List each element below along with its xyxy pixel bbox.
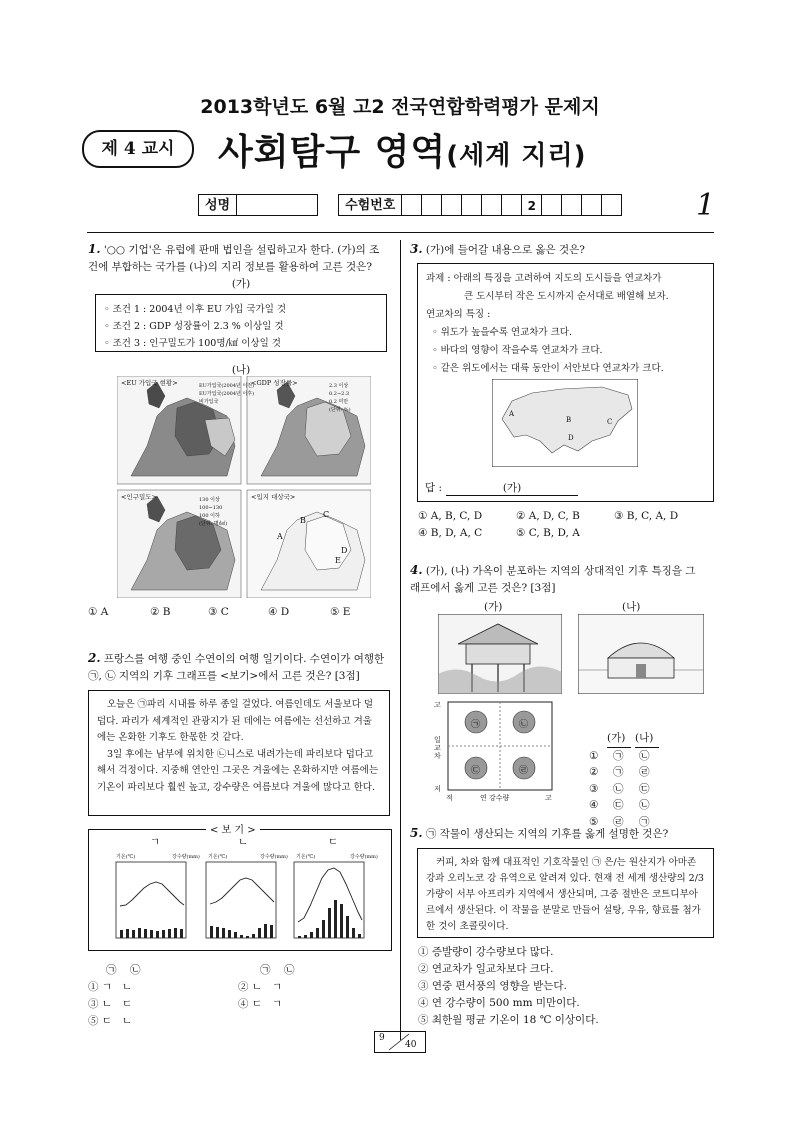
legend-item: 100 이하 — [199, 513, 220, 519]
q5-choices — [418, 944, 718, 1029]
map-city-b: B — [566, 416, 572, 424]
map-target-title: <입지 대상국> — [251, 493, 296, 501]
choice-cell: ㉡ — [639, 799, 650, 811]
choice[interactable] — [589, 748, 699, 765]
choice-number: ② — [589, 766, 599, 778]
climate-graphs — [110, 860, 378, 942]
q3-task-2: 큰 도시부터 작은 도시까지 순서대로 배열해 보자. — [464, 291, 669, 302]
q2-choices — [88, 962, 394, 1030]
map-letter-c: C — [323, 510, 330, 519]
session-badge: 제 4 교시 — [82, 130, 194, 168]
exam-top-title: 2013학년도 6월 고2 전국연합학력평가 문제지 — [200, 96, 600, 118]
legend-item: EU가입국(2004년 이전) — [199, 383, 255, 389]
q4-climate-plot — [434, 700, 556, 800]
choice[interactable]: ③ 연중 편서풍의 영향을 받는다. — [418, 980, 567, 992]
choice[interactable]: ① 증발량이 강수량보다 많다. — [418, 946, 554, 958]
q3-text: (가)에 들어갈 내용으로 옳은 것은? — [425, 244, 585, 256]
q1-ga-label: (가) — [231, 278, 251, 290]
q3-stem — [410, 241, 716, 259]
exam-no-digit: 2 — [522, 194, 542, 216]
choice[interactable]: ① A — [88, 606, 109, 618]
choice[interactable]: ④ D — [268, 606, 290, 618]
choice[interactable] — [589, 797, 699, 814]
choice[interactable]: ② B — [150, 606, 171, 618]
graph-label: ㄴ — [238, 836, 249, 848]
choice[interactable]: ③ C — [208, 606, 229, 618]
col-head: ㉠ — [260, 964, 271, 976]
choice[interactable]: ② 연교차가 일교차보다 크다. — [418, 963, 554, 975]
q2-text-2: ㉠, ㉡ 지역의 기후 그래프를 <보기>에서 고른 것은? [3점] — [88, 670, 360, 682]
exam-no-cell[interactable] — [502, 194, 522, 216]
legend-item: 0.2 미만 — [329, 399, 349, 405]
legend-eu — [199, 382, 254, 406]
choice-cell: ㉠ — [613, 766, 624, 778]
q2-number: 2. — [88, 651, 101, 665]
legend-gdp — [329, 382, 351, 414]
q3-feature-1: ◦ 위도가 높을수록 연교차가 크다. — [432, 327, 573, 338]
q3-answer-label: 답 : — [425, 482, 443, 494]
col-head: ㉡ — [130, 964, 141, 976]
eurasia-map — [492, 379, 638, 467]
q5-number: 5. — [410, 826, 423, 840]
choice[interactable]: ⑤ C, B, D, A — [516, 527, 580, 539]
map-letter-e: E — [335, 556, 341, 565]
exam-no-label: 수험번호 — [338, 194, 401, 216]
choice-cell: ㉣ — [613, 815, 624, 828]
footer-total: 40 — [405, 1040, 417, 1050]
choice-cell: ㉣ — [639, 766, 650, 778]
q1-condition-1: ◦ 조건 1 : 2004년 이후 EU 가입 국가일 것 — [104, 304, 287, 315]
exam-no-cell[interactable] — [401, 194, 422, 216]
map-density-title: <인구밀도> — [121, 493, 158, 501]
graph-axis-temp: 기온(℃) — [296, 854, 316, 860]
q5-stem — [410, 825, 716, 843]
choice-cell: ㉡ — [613, 782, 624, 795]
choice-cell: ㉡ — [639, 749, 650, 762]
map-gdp-title: <GDP 성장률> — [251, 379, 298, 387]
q3-feature-3: ◦ 같은 위도에서는 대륙 동안이 서안보다 연교차가 크다. — [432, 363, 664, 374]
q1-condition-2: ◦ 조건 2 : GDP 성장률이 2.3 % 이상일 것 — [104, 321, 284, 332]
choice[interactable] — [589, 781, 699, 798]
q1-condition-3: ◦ 조건 3 : 인구밀도가 100명/㎢ 이상일 것 — [104, 338, 281, 349]
legend-item: 0.2~2.3 — [329, 391, 350, 397]
choice[interactable]: ③ ㄴ ㄷ — [88, 998, 133, 1010]
axis-x-high: 고 — [545, 794, 552, 802]
graph-label: ㄷ — [328, 836, 339, 848]
col-head: ㉡ — [284, 964, 295, 976]
q2-paragraph-1: 오늘은 ㉠파리 시내를 하루 종일 걸었다. 여름인데도 서울보다 덜 덥다. 파리가 세계적인 관광지가 된 데에는 여름에는 선선하고 겨울에는 온화한 기후도 한몫한 것 같다. — [97, 699, 374, 743]
choice[interactable]: ⑤ 최한월 평균 기온이 18 ℃ 이상이다. — [418, 1014, 599, 1026]
exam-no-cell[interactable] — [562, 194, 582, 216]
q2-paragraph-2: 3일 후에는 남부에 위치한 ㉡니스로 내려가는데 파리보다 덥다고 해서 걱정이다. 지중해 연안인 그곳은 겨울에는 온화하지만 여름에는 기온이 파리보다 훨씬 높고, 강수량은 여름보다 겨울에 많다고 한다. — [97, 748, 379, 793]
point-label: ㉣ — [519, 766, 529, 776]
choice[interactable]: ⑤ E — [330, 606, 351, 618]
q1-number: 1. — [88, 242, 101, 256]
exam-no-cell[interactable] — [422, 194, 442, 216]
legend-item: (단위: 명/㎢) — [199, 521, 228, 527]
graph-axis-temp: 기온(℃) — [208, 854, 228, 860]
q2-stem — [88, 650, 394, 685]
header-rule — [87, 232, 714, 233]
choice-cell: ㉠ — [639, 815, 650, 828]
choice-number: ③ — [589, 782, 599, 795]
q4-choice-table — [589, 730, 699, 830]
legend-item: EU가입국(2004년 이후) — [199, 391, 255, 397]
yurt-image — [578, 614, 704, 694]
page-number: 1 — [696, 188, 716, 223]
graph-label: ㄱ — [150, 836, 161, 848]
q1-na-label: (나) — [231, 364, 251, 376]
exam-no-cell[interactable] — [462, 194, 482, 216]
subject-title — [218, 124, 587, 175]
map-city-a: A — [509, 410, 515, 418]
q3-task-1: 과제 : 아래의 특징을 고려하여 지도의 도시들을 연교차가 — [426, 273, 662, 284]
choice[interactable] — [589, 764, 699, 781]
q3-choices — [418, 508, 718, 542]
q1-text-2: 건에 부합하는 국가를 (나)의 지리 정보를 활용하여 고른 것은? — [88, 261, 372, 273]
exam-no-cell[interactable] — [482, 194, 502, 216]
axis-y-label: 일교차 — [434, 736, 441, 760]
q1-conditions-box — [95, 294, 387, 352]
stilt-house-image — [438, 614, 562, 694]
map-city-d: D — [568, 434, 574, 442]
axis-x-label: 연 강수량 — [480, 794, 510, 802]
table-head: (나) — [635, 730, 659, 748]
graph-axis-rain: 강수량(mm) — [260, 854, 288, 860]
name-field[interactable] — [236, 194, 318, 216]
exam-no-cell[interactable] — [442, 194, 462, 216]
map-city-c: C — [607, 418, 613, 426]
legend-item: 100~130 — [199, 505, 223, 511]
choice-number: ④ — [589, 799, 599, 811]
choice[interactable]: ② ㄴ ㄱ — [238, 981, 283, 993]
map-letter-d: D — [341, 546, 348, 555]
q2-bogi-title: < 보 기 > — [206, 821, 260, 836]
axis-x-low: 적 — [446, 794, 453, 802]
choice[interactable]: ① ㄱ ㄴ — [88, 981, 133, 993]
legend-item: (단위: %) — [329, 407, 351, 413]
q5-text: ㉠ 작물이 생산되는 지역의 기후를 옳게 설명한 것은? — [425, 828, 669, 840]
choice-cell: ㉠ — [613, 749, 624, 762]
choice-cell: ㉢ — [613, 799, 624, 811]
map-eu-title: <EU 가입국 현황> — [121, 379, 178, 387]
info-bar — [198, 194, 622, 216]
choice[interactable]: ④ B, D, A, C — [418, 527, 483, 539]
q1-stem — [88, 241, 394, 276]
name-label: 성명 — [198, 194, 236, 216]
graph-axis-rain: 강수량(mm) — [172, 854, 200, 860]
subject-sub: (세계 지리) — [446, 141, 587, 171]
col-head: ㉠ — [106, 964, 117, 976]
point-label: ㉠ — [471, 720, 481, 730]
q4-ga-label: (가) — [484, 601, 503, 613]
q1-maps — [117, 376, 371, 598]
q3-number: 3. — [410, 242, 423, 256]
legend-item: 130 이상 — [199, 497, 220, 503]
axis-high: 고 — [434, 701, 441, 709]
column-separator — [400, 240, 401, 1040]
footer-page: 9 — [379, 1033, 385, 1043]
q1-choices — [88, 606, 394, 618]
map-letter-a: A — [277, 532, 283, 541]
choice[interactable]: ② A, D, C, B — [516, 510, 580, 522]
choice-number: ① — [589, 749, 599, 762]
table-head: (가) — [607, 730, 631, 748]
page-footer-box — [374, 1031, 426, 1053]
q4-plot-axes — [446, 700, 558, 796]
q4-stem — [410, 562, 716, 597]
legend-item: 2.3 이상 — [329, 383, 349, 389]
legend-item: 비가입국 — [199, 399, 219, 405]
choice[interactable]: ④ ㄷ ㄱ — [238, 998, 283, 1010]
subject-main: 사회탐구 영역 — [218, 132, 447, 173]
graph-axis-rain: 강수량(mm) — [350, 854, 378, 860]
exam-no-cell[interactable] — [542, 194, 562, 216]
q3-answer-blank[interactable]: (가) — [446, 480, 578, 496]
point-label: ㉢ — [471, 766, 481, 776]
choice[interactable]: ③ B, C, A, D — [614, 510, 679, 522]
exam-no-cell[interactable] — [602, 194, 622, 216]
q4-na-label: (나) — [622, 601, 641, 613]
axis-low: 저 — [434, 785, 441, 793]
graph-axis-temp: 기온(℃) — [116, 854, 136, 860]
map-letter-b: B — [300, 516, 306, 525]
q2-text-1: 프랑스를 여행 중인 수연이의 여행 일기이다. 수연이가 여행한 — [103, 653, 385, 665]
q4-number: 4. — [410, 563, 423, 577]
q3-feature-2: ◦ 바다의 영향이 작을수록 연교차가 크다. — [432, 345, 603, 356]
point-label: ㉡ — [519, 720, 529, 730]
legend-density — [199, 496, 227, 528]
q2-diary-box — [88, 690, 390, 816]
choice[interactable]: ① A, B, C, D — [418, 510, 483, 522]
choice-cell: ㉢ — [639, 782, 650, 795]
q4-text-2: 래프에서 옳게 고른 것은? [3점] — [410, 582, 556, 594]
choice[interactable]: ④ 연 강수량이 500 mm 미만이다. — [418, 997, 580, 1009]
q3-feature-title: 연교차의 특징 : — [426, 309, 491, 320]
q1-text-1: '○○ 기업'은 유럽에 판매 법인을 설립하고자 한다. (가)의 조 — [103, 244, 380, 256]
choice[interactable]: ⑤ ㄷ ㄴ — [88, 1015, 133, 1027]
q4-text-1: (가), (나) 가옥이 분포하는 지역의 상대적인 기후 특징을 그 — [425, 565, 696, 577]
q5-passage-box: 커피, 차와 함께 대표적인 기호작물인 ㉠ 은/는 원산지가 아마존 강과 오리노코 강 유역으로 알려져 있다. 현재 전 세계 생산량의 2/3 가량이 서부 아프리카 지역에서 생산되며, 그중 절반은 코트디부아르에서 생산된다. 이 작물을 분말로 만들어 설탕, 우유, 향료를 첨가한 것이 초콜릿이다. — [417, 848, 714, 938]
choice-number: ⑤ — [589, 815, 599, 828]
exam-no-cell[interactable] — [582, 194, 602, 216]
